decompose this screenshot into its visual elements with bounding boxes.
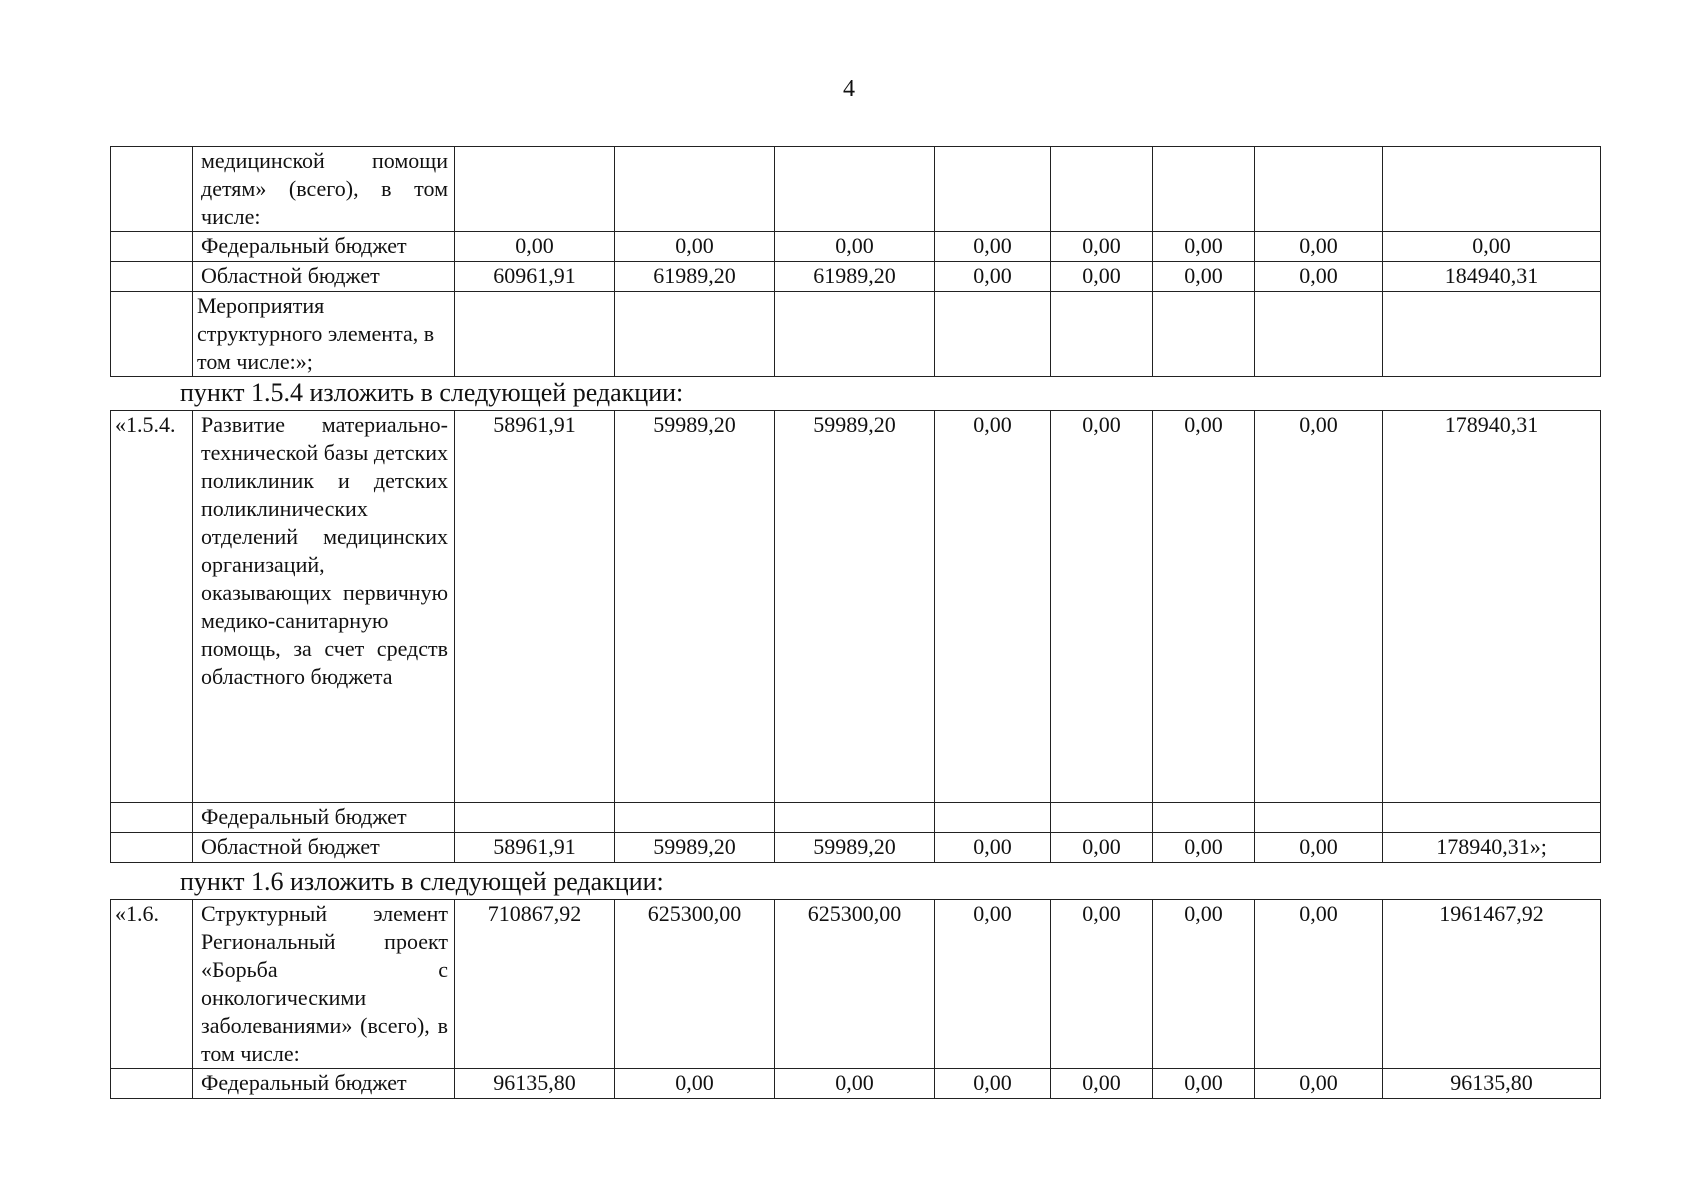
cell-value bbox=[1255, 147, 1383, 232]
cell-value: 0,00 bbox=[1255, 1069, 1383, 1099]
cell-value: 0,00 bbox=[1153, 262, 1255, 292]
cell-value: 0,00 bbox=[935, 232, 1051, 262]
cell-value: 0,00 bbox=[615, 1069, 775, 1099]
cell-value bbox=[775, 292, 935, 377]
row-code bbox=[111, 292, 193, 377]
cell-value: 625300,00 bbox=[775, 900, 935, 1069]
cell-value bbox=[935, 292, 1051, 377]
cell-value: 59989,20 bbox=[775, 411, 935, 803]
cell-value: 178940,31»; bbox=[1383, 833, 1601, 863]
cell-value bbox=[1153, 147, 1255, 232]
instruction-text: пункт 1.5.4 изложить в следующей редакции: bbox=[180, 378, 684, 407]
cell-value: 184940,31 bbox=[1383, 262, 1601, 292]
row-name: медицинской помощи детям» (всего), в том числе: bbox=[193, 147, 455, 232]
table-row bbox=[111, 411, 1601, 803]
row-name: Мероприятия структурного элемента, в том числе:»; bbox=[193, 292, 455, 377]
cell-value: 0,00 bbox=[775, 1069, 935, 1099]
cell-value bbox=[1051, 803, 1153, 833]
cell-value: 0,00 bbox=[1153, 833, 1255, 863]
cell-value: 1961467,92 bbox=[1383, 900, 1601, 1069]
page-number: 4 bbox=[843, 76, 855, 102]
cell-value bbox=[1051, 147, 1153, 232]
cell-value: 625300,00 bbox=[615, 900, 775, 1069]
cell-value: 0,00 bbox=[1153, 411, 1255, 803]
cell-value: 61989,20 bbox=[615, 262, 775, 292]
cell-value bbox=[775, 803, 935, 833]
budget-table-1-5-4 bbox=[110, 410, 1601, 863]
cell-value bbox=[1383, 803, 1601, 833]
cell-value bbox=[1153, 292, 1255, 377]
cell-value: 58961,91 bbox=[455, 411, 615, 803]
cell-value: 0,00 bbox=[935, 833, 1051, 863]
cell-value: 0,00 bbox=[935, 411, 1051, 803]
table-row bbox=[111, 803, 1601, 833]
cell-value bbox=[455, 147, 615, 232]
row-code: «1.6. bbox=[111, 900, 193, 1069]
cell-value: 0,00 bbox=[1051, 411, 1153, 803]
cell-value: 96135,80 bbox=[1383, 1069, 1601, 1099]
cell-value: 0,00 bbox=[1255, 833, 1383, 863]
instruction-text: пункт 1.6 изложить в следующей редакции: bbox=[180, 867, 664, 896]
cell-value: 0,00 bbox=[1383, 232, 1601, 262]
cell-value: 0,00 bbox=[1255, 232, 1383, 262]
row-code bbox=[111, 262, 193, 292]
cell-value: 178940,31 bbox=[1383, 411, 1601, 803]
cell-value: 0,00 bbox=[1051, 833, 1153, 863]
cell-value: 96135,80 bbox=[455, 1069, 615, 1099]
cell-value bbox=[1383, 292, 1601, 377]
cell-value bbox=[615, 147, 775, 232]
cell-value: 0,00 bbox=[615, 232, 775, 262]
cell-value bbox=[455, 292, 615, 377]
cell-value: 0,00 bbox=[1255, 411, 1383, 803]
row-code bbox=[111, 147, 193, 232]
cell-value bbox=[1051, 292, 1153, 377]
cell-value: 710867,92 bbox=[455, 900, 615, 1069]
cell-value: 0,00 bbox=[935, 900, 1051, 1069]
cell-value: 58961,91 bbox=[455, 833, 615, 863]
cell-value: 0,00 bbox=[1051, 900, 1153, 1069]
table-row bbox=[111, 262, 1601, 292]
cell-value: 61989,20 bbox=[775, 262, 935, 292]
row-code bbox=[111, 803, 193, 833]
cell-value: 0,00 bbox=[935, 1069, 1051, 1099]
row-name: Развитие материально-технической базы детских поликлиник и детских поликлинических отделений медицинских организаций, оказывающих первичную медико-санитарную помощь, за счет средств областного бюджета bbox=[193, 411, 455, 803]
cell-value: 59989,20 bbox=[615, 411, 775, 803]
row-name: Областной бюджет bbox=[193, 833, 455, 863]
cell-value bbox=[775, 147, 935, 232]
row-code bbox=[111, 232, 193, 262]
cell-value bbox=[935, 147, 1051, 232]
row-name: Структурный элемент Региональный проект «Борьба с онкологическими заболеваниями» (всего), в том числе: bbox=[193, 900, 455, 1069]
table-row bbox=[111, 833, 1601, 863]
cell-value: 60961,91 bbox=[455, 262, 615, 292]
cell-value: 0,00 bbox=[1255, 900, 1383, 1069]
table-row bbox=[111, 292, 1601, 377]
cell-value: 59989,20 bbox=[775, 833, 935, 863]
cell-value: 0,00 bbox=[1255, 262, 1383, 292]
table-row bbox=[111, 1069, 1601, 1099]
cell-value: 0,00 bbox=[1051, 262, 1153, 292]
cell-value: 0,00 bbox=[775, 232, 935, 262]
cell-value: 59989,20 bbox=[615, 833, 775, 863]
cell-value bbox=[1255, 292, 1383, 377]
row-name: Федеральный бюджет bbox=[193, 803, 455, 833]
row-code: «1.5.4. bbox=[111, 411, 193, 803]
cell-value: 0,00 bbox=[455, 232, 615, 262]
row-name: Областной бюджет bbox=[193, 262, 455, 292]
budget-table-continuation bbox=[110, 146, 1601, 377]
table-row bbox=[111, 900, 1601, 1069]
cell-value bbox=[1383, 147, 1601, 232]
cell-value bbox=[615, 292, 775, 377]
cell-value: 0,00 bbox=[1051, 1069, 1153, 1099]
cell-value bbox=[615, 803, 775, 833]
cell-value bbox=[935, 803, 1051, 833]
cell-value bbox=[455, 803, 615, 833]
row-name: Федеральный бюджет bbox=[193, 232, 455, 262]
cell-value: 0,00 bbox=[1153, 232, 1255, 262]
cell-value bbox=[1153, 803, 1255, 833]
cell-value: 0,00 bbox=[1153, 1069, 1255, 1099]
cell-value: 0,00 bbox=[935, 262, 1051, 292]
row-code bbox=[111, 833, 193, 863]
cell-value bbox=[1255, 803, 1383, 833]
row-name: Федеральный бюджет bbox=[193, 1069, 455, 1099]
budget-table-1-6 bbox=[110, 899, 1601, 1099]
table-row bbox=[111, 147, 1601, 232]
row-code bbox=[111, 1069, 193, 1099]
cell-value: 0,00 bbox=[1051, 232, 1153, 262]
cell-value: 0,00 bbox=[1153, 900, 1255, 1069]
table-row bbox=[111, 232, 1601, 262]
